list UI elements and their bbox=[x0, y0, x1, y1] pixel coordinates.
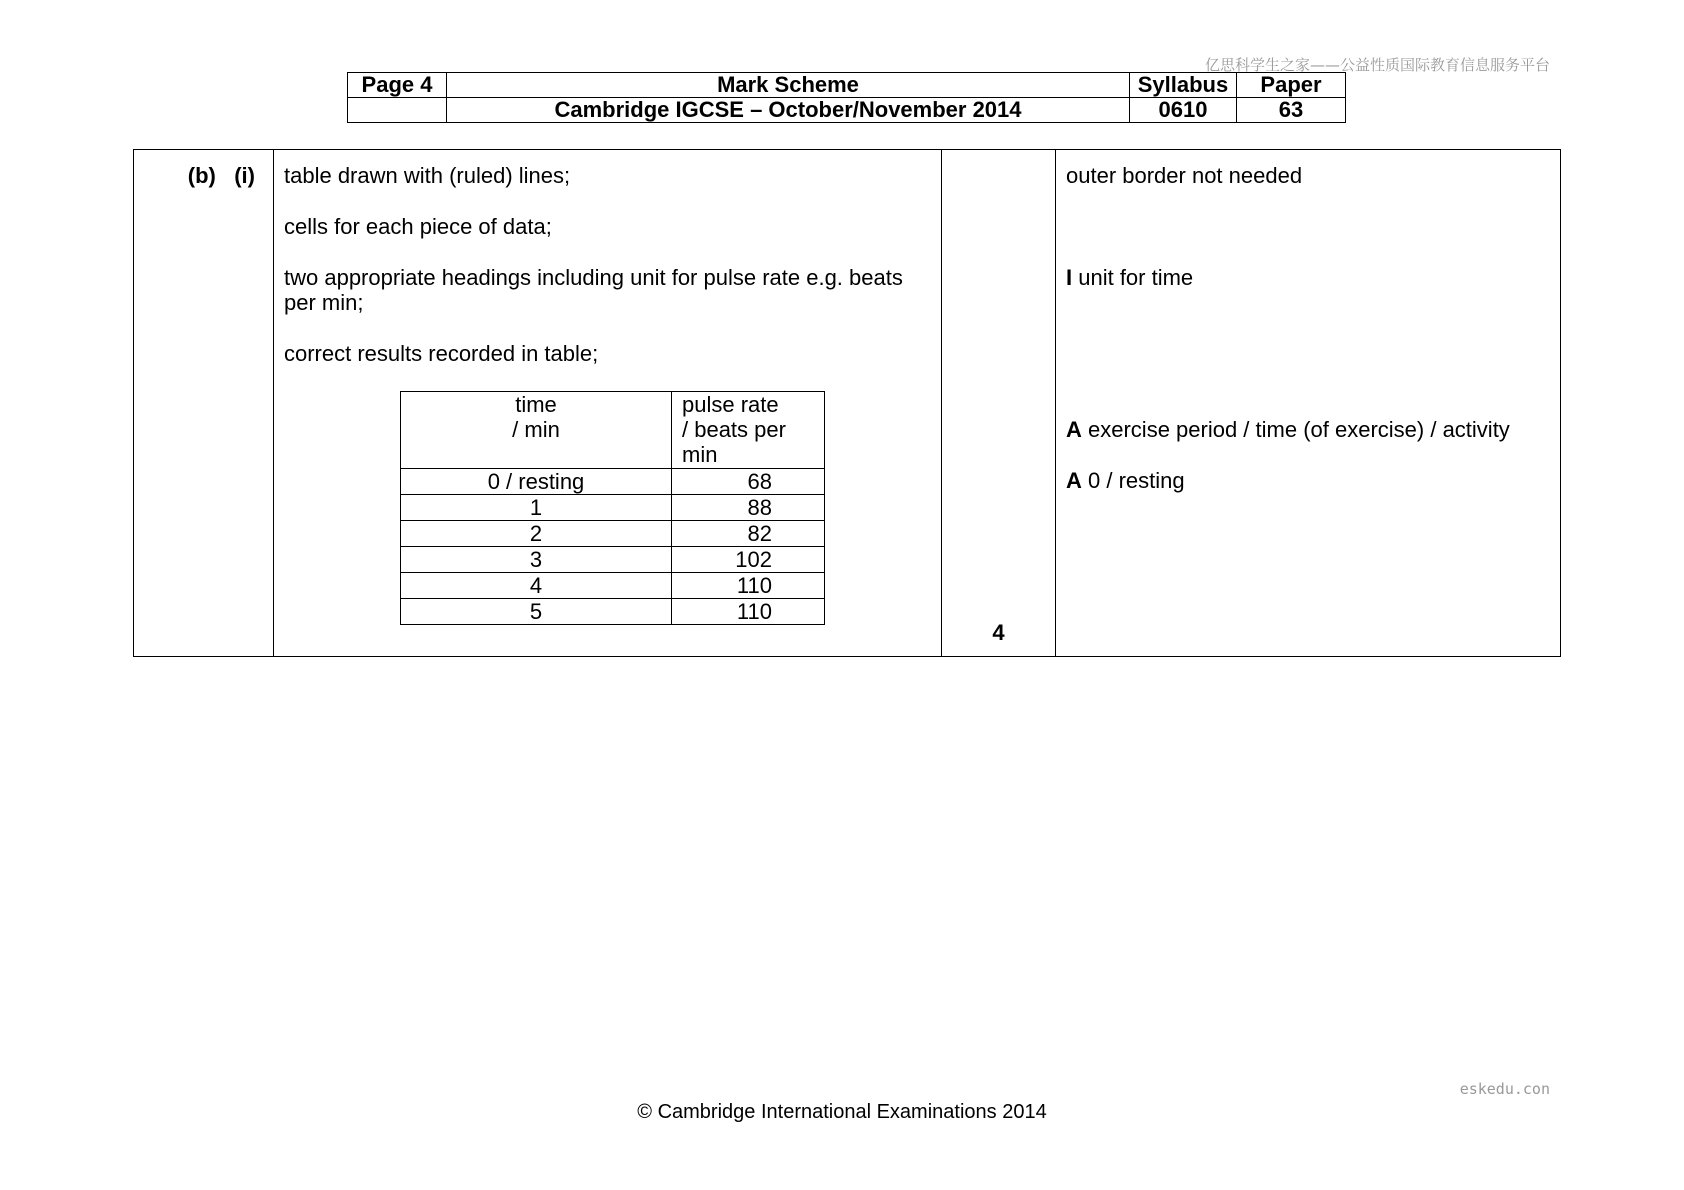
syllabus-label: Syllabus bbox=[1130, 73, 1237, 98]
table-row: 1 88 bbox=[401, 495, 825, 521]
results-header-time: time / min bbox=[401, 392, 672, 469]
results-table bbox=[400, 391, 825, 625]
answer-line: table drawn with (ruled) lines; bbox=[284, 163, 571, 188]
table-row: 0 / resting 68 bbox=[401, 469, 825, 495]
question-number-cell bbox=[134, 150, 274, 657]
paper-label: Paper bbox=[1237, 73, 1346, 98]
table-row: 4 110 bbox=[401, 573, 825, 599]
guidance-line: outer border not needed bbox=[1066, 163, 1303, 188]
marks-cell bbox=[942, 150, 1056, 657]
watermark-bottom: eskedu.con bbox=[1459, 1080, 1550, 1098]
page-label: Page 4 bbox=[348, 73, 447, 98]
header-empty-cell bbox=[348, 98, 447, 123]
mark-scheme-table bbox=[133, 149, 1561, 657]
results-header-pulse: pulse rate / beats per min bbox=[672, 392, 825, 469]
header-subtitle: Cambridge IGCSE – October/November 2014 bbox=[447, 98, 1130, 123]
question-number: (b) (i) bbox=[187, 163, 255, 188]
footer-copyright: © Cambridge International Examinations 2014 bbox=[637, 1101, 1047, 1123]
header-title: Mark Scheme bbox=[447, 73, 1130, 98]
answer-line: correct results recorded in table; bbox=[284, 341, 599, 366]
answer-line: two appropriate headings including unit for pulse rate e.g. beats per min; bbox=[284, 265, 903, 315]
guidance-line: A 0 / resting bbox=[1066, 468, 1185, 493]
answer-cell bbox=[274, 150, 942, 657]
table-row: 3 102 bbox=[401, 547, 825, 573]
answer-line: cells for each piece of data; bbox=[284, 214, 552, 239]
syllabus-value: 0610 bbox=[1130, 98, 1237, 123]
table-row: 5 110 bbox=[401, 599, 825, 625]
watermark-top: 亿思科学生之家——公益性质国际教育信息服务平台 bbox=[1204, 56, 1550, 74]
guidance-line: I unit for time bbox=[1066, 265, 1194, 290]
header-table bbox=[347, 72, 1346, 123]
marks-value: 4 bbox=[992, 620, 1005, 645]
guidance-line: A exercise period / time (of exercise) / activity bbox=[1066, 417, 1510, 442]
table-row: 2 82 bbox=[401, 521, 825, 547]
guidance-cell bbox=[1056, 150, 1561, 657]
paper-value: 63 bbox=[1237, 98, 1346, 123]
